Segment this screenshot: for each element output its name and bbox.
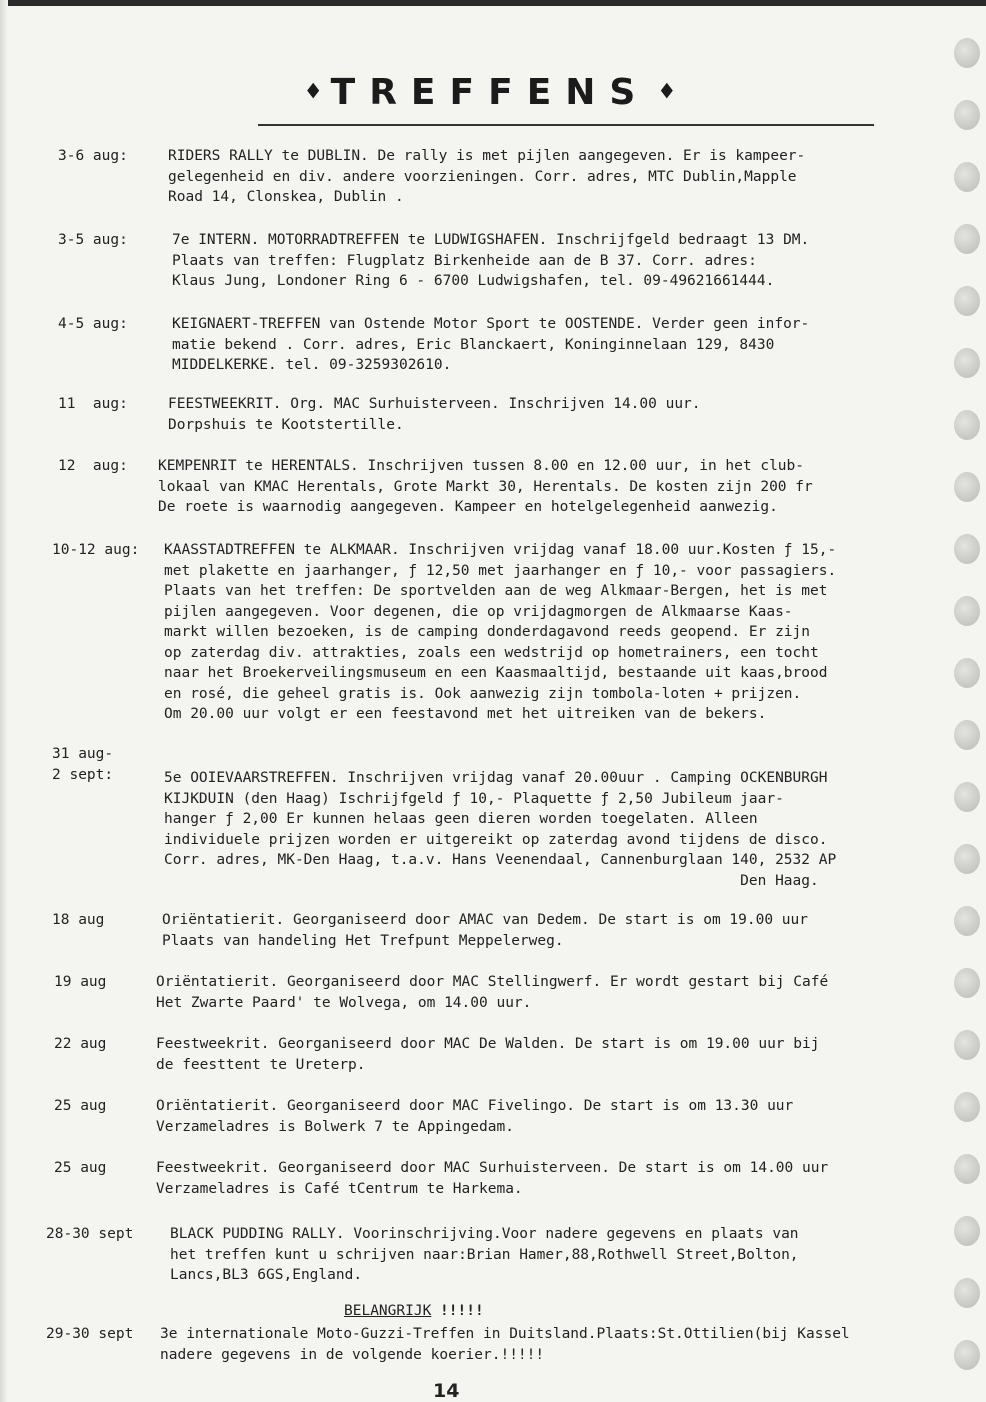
important-label: BELANGRIJK — [344, 1303, 432, 1319]
event-line: individuele prijzen worden er uitgereikt op zaterdag avond tijdens de disco. — [164, 831, 828, 848]
event-line: KEMPENRIT te HERENTALS. Inschrijven tussen 8.00 en 12.00 uur, in het club- — [158, 458, 805, 474]
event-line: markt willen bezoeken, is de camping donderdagavond reeds geopend. Er zijn — [164, 624, 811, 640]
binder-hole-icon — [954, 472, 980, 502]
event-line: Verzameladres is Bolwerk 7 te Appingedam. — [156, 1118, 514, 1135]
binder-hole-icon — [954, 286, 980, 316]
event-line: Oriëntatierit. Georganiseerd door AMAC van Dedem. De start is om 19.00 uur — [162, 912, 809, 928]
event-line: Klaus Jung, Londoner Ring 6 - 6700 Ludwigshafen, tel. 09-49621661444. — [172, 273, 775, 289]
binder-hole-icon — [954, 162, 980, 192]
event-date: 28-30 sept — [46, 1226, 134, 1242]
event-date: 10-12 aug: — [52, 542, 140, 558]
binder-hole-icon — [954, 968, 980, 998]
event-line: Plaats van handeling Het Trefpunt Meppelerweg. — [162, 932, 564, 949]
event-line: RIDERS RALLY te DUBLIN. De rally is met pijlen aangegeven. Er is kampeer- — [168, 148, 806, 164]
event-line: FEESTWEEKRIT. Org. MAC Surhuisterveen. Inschrijven 14.00 uur. — [168, 396, 701, 412]
binder-holes — [946, 0, 986, 1402]
binder-hole-icon — [954, 1154, 980, 1184]
event-line: Verzameladres is Café tCentrum te Harkema. — [156, 1180, 523, 1197]
event-description — [160, 1324, 850, 1365]
event-line: Dorpshuis te Kootstertille. — [168, 416, 404, 433]
important-notice — [344, 1303, 484, 1319]
page-header — [250, 72, 730, 122]
event-line: Lancs,BL3 6GS,England. — [170, 1267, 363, 1283]
event-description — [156, 1096, 793, 1137]
event-line: Oriëntatierit. Georganiseerd door MAC Fivelingo. De start is om 13.30 uur — [156, 1098, 794, 1114]
event-line: Het Zwarte Paard' te Wolvega, om 14.00 uur. — [156, 994, 532, 1011]
event-line: op zaterdag div. attrakties, zoals een wedstrijd op hometrainers, een tocht — [164, 644, 819, 661]
event-line: Corr. adres, MK-Den Haag, t.a.v. Hans Veenendaal, Cannenburglaan 140, 2532 AP — [164, 852, 837, 868]
event-description — [158, 456, 813, 518]
event-line: en rosé, die geheel gratis is. Ook aanwezig zijn tombola-loten + prijzen. — [164, 685, 802, 702]
event-description — [164, 540, 836, 725]
event-description — [156, 972, 828, 1013]
event-description — [168, 394, 701, 435]
event-description — [168, 146, 805, 208]
event-description — [156, 1034, 819, 1075]
event-line: Oriëntatierit. Georganiseerd door MAC Stellingwerf. Er wordt gestart bij Café — [156, 974, 829, 990]
event-line: naar het Broekerveilingsmuseum en een Kaasmaaltijd, bestaande uit kaas,brood — [164, 665, 828, 681]
event-date: 29-30 sept — [46, 1326, 134, 1342]
title-underline — [258, 124, 874, 126]
binder-hole-icon — [954, 534, 980, 564]
page-title: TREFFENS — [330, 72, 650, 113]
binder-hole-icon — [954, 1216, 980, 1246]
page-left-edge — [0, 0, 8, 1402]
event-line: nadere gegevens in de volgende koerier.!!!!! — [160, 1346, 545, 1363]
diamond-icon: ♦ — [305, 77, 321, 107]
binder-hole-icon — [954, 1030, 980, 1060]
binder-hole-icon — [954, 720, 980, 750]
event-line: Plaats van treffen: Flugplatz Birkenheide aan de B 37. Corr. adres: — [172, 252, 757, 269]
event-date: 22 aug — [54, 1036, 107, 1052]
event-line: BLACK PUDDING RALLY. Voorinschrijving.Voor nadere gegevens en plaats van — [170, 1226, 799, 1242]
event-line: met plakette en jaarhanger, ƒ 12,50 met jaarhanger en ƒ 10,- voor passagiers. — [164, 562, 837, 579]
event-date: 3-5 aug: — [58, 232, 128, 248]
event-date: 4-5 aug: — [58, 316, 128, 332]
binder-hole-icon — [954, 38, 980, 68]
event-line: pijlen aangegeven. Voor degenen, die op vrijdagmorgen de Alkmaarse Kaas- — [164, 603, 793, 620]
event-description — [156, 1158, 828, 1199]
event-line: het treffen kunt u schrijven naar:Brian Hamer,88,Rothwell Street,Bolton, — [170, 1246, 799, 1263]
binder-hole-icon — [954, 1092, 980, 1122]
event-date: 31 aug- 2 sept: — [52, 746, 114, 783]
event-date: 12 aug: — [58, 458, 128, 474]
event-line: hanger ƒ 2,00 Er kunnen helaas geen dieren worden toegelaten. Alleen — [164, 811, 758, 827]
event-line: Plaats van het treffen: De sportvelden aan de weg Alkmaar-Bergen, het is met — [164, 583, 828, 599]
binder-hole-icon — [954, 1340, 980, 1370]
event-line: Road 14, Clonskea, Dublin . — [168, 189, 404, 205]
event-line: lokaal van KMAC Herentals, Grote Markt 30, Herentals. De kosten zijn 200 fr — [158, 478, 813, 495]
event-line: 7e INTERN. MOTORRADTREFFEN te LUDWIGSHAFEN. Inschrijfgeld bedraagt 13 DM. — [172, 232, 810, 248]
event-description — [172, 314, 809, 376]
event-line: KAASSTADTREFFEN te ALKMAAR. Inschrijven vrijdag vanaf 18.00 uur.Kosten ƒ 15,- — [164, 542, 837, 558]
page-top-edge — [0, 0, 986, 6]
event-line: KIJKDUIN (den Haag) Ischrijfgeld ƒ 10,- Plaquette ƒ 2,50 Jubileum jaar- — [164, 790, 784, 807]
event-description — [164, 768, 836, 891]
binder-hole-icon — [954, 782, 980, 812]
event-line: gelegenheid en div. andere voorzieningen. Corr. adres, MTC Dublin,Mapple — [168, 168, 797, 185]
binder-hole-icon — [954, 224, 980, 254]
binder-hole-icon — [954, 596, 980, 626]
event-description — [162, 910, 808, 951]
event-date: 3-6 aug: — [58, 148, 128, 164]
binder-hole-icon — [954, 844, 980, 874]
event-line: KEIGNAERT-TREFFEN van Ostende Motor Sport te OOSTENDE. Verder geen infor- — [172, 316, 810, 332]
event-date: 25 aug — [54, 1160, 107, 1176]
event-description — [172, 230, 809, 292]
binder-hole-icon — [954, 658, 980, 688]
binder-hole-icon — [954, 410, 980, 440]
binder-hole-icon — [954, 348, 980, 378]
event-line: 3e internationale Moto-Guzzi-Treffen in Duitsland.Plaats:St.Ottilien(bij Kassel — [160, 1326, 850, 1342]
event-date: 18 aug — [52, 912, 105, 928]
event-line: MIDDELKERKE. tel. 09-3259302610. — [172, 357, 452, 373]
binder-hole-icon — [954, 906, 980, 936]
event-line: matie bekend . Corr. adres, Eric Blanckaert, Koninginnelaan 129, 8430 — [172, 336, 775, 353]
event-line: de feesttent te Ureterp. — [156, 1056, 366, 1073]
binder-hole-icon — [954, 1278, 980, 1308]
event-date: 19 aug — [54, 974, 107, 990]
event-line: Feestweekrit. Georganiseerd door MAC De Walden. De start is om 19.00 uur bij — [156, 1036, 820, 1052]
event-date: 11 aug: — [58, 396, 128, 412]
event-line: Den Haag. — [164, 872, 819, 889]
important-exclamations: !!!!! — [431, 1303, 484, 1319]
page-number: 14 — [433, 1380, 460, 1402]
event-line: Om 20.00 uur volgt er een feestavond met het uitreiken van de bekers. — [164, 706, 767, 722]
event-line: De roete is waarnodig aangegeven. Kampeer en hotelgelegenheid aanwezig. — [158, 499, 778, 515]
diamond-icon: ♦ — [658, 77, 675, 107]
event-line: Feestweekrit. Georganiseerd door MAC Surhuisterveen. De start is om 14.00 uur — [156, 1160, 829, 1176]
event-description — [170, 1224, 799, 1286]
binder-hole-icon — [954, 100, 980, 130]
event-date: 25 aug — [54, 1098, 107, 1114]
event-line: 5e OOIEVAARSTREFFEN. Inschrijven vrijdag vanaf 20.00uur . Camping OCKENBURGH — [164, 770, 828, 786]
